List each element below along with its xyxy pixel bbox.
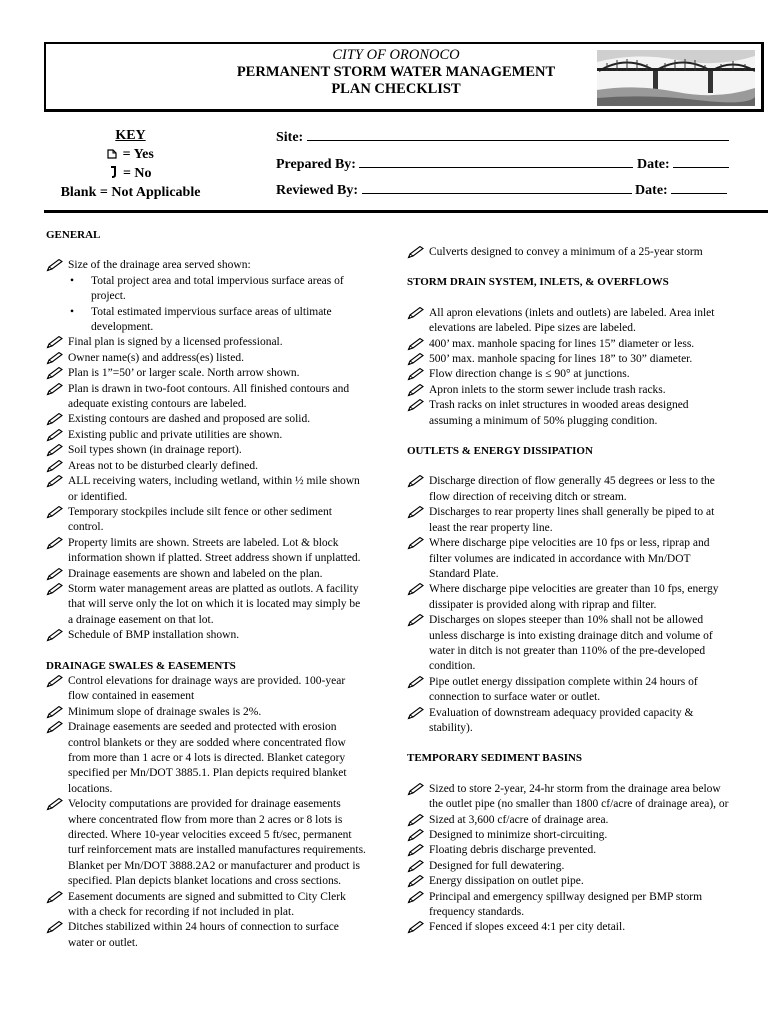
checklist-item-text: Discharges to rear property lines shall generally be piped to at least the rear property line.	[429, 506, 715, 534]
checklist-item	[46, 505, 366, 536]
checklist-item	[46, 920, 366, 951]
checklist-item-text: Principal and emergency spillway designed per BMP storm frequency standards.	[429, 890, 703, 919]
checklist-item	[407, 383, 732, 398]
pencil-checkbox-icon[interactable]	[46, 920, 64, 934]
pencil-checkbox-icon[interactable]	[407, 613, 425, 627]
checklist-item	[46, 628, 366, 643]
city-title: CITY OF ORONOCO	[332, 47, 460, 63]
pencil-checkbox-icon[interactable]	[407, 706, 425, 720]
key-legend	[48, 126, 213, 202]
pencil-checkbox-icon[interactable]	[407, 536, 425, 550]
checklist-item	[46, 890, 366, 921]
pencil-checkbox-icon[interactable]	[46, 582, 64, 596]
checklist-item-text: Minimum slope of drainage swales is 2%.	[68, 705, 262, 718]
checklist-item-text: Pipe outlet energy dissipation complete within 24 hours of connection to surface water or outlet.	[429, 675, 698, 704]
checklist-item	[407, 367, 732, 382]
checklist-item	[46, 720, 366, 797]
checklist-item	[46, 443, 366, 458]
checklist-sub-item	[46, 305, 366, 336]
basins-list	[407, 782, 732, 936]
checklist-item-text: Owner name(s) and address(es) listed.	[68, 351, 244, 364]
checklist-item	[407, 337, 732, 352]
section-storm-drain-title: STORM DRAIN SYSTEM, INLETS, & OVERFLOWS	[407, 276, 669, 289]
pencil-checkbox-icon[interactable]	[407, 582, 425, 596]
general-list	[46, 258, 366, 643]
checklist-item-text: Apron inlets to the storm sewer include trash racks.	[429, 383, 666, 396]
section-outlets-title: OUTLETS & ENERGY DISSIPATION	[407, 445, 593, 458]
checklist-item	[407, 843, 732, 858]
checklist-item	[407, 505, 732, 536]
pencil-checkbox-icon[interactable]	[46, 412, 64, 426]
reviewed-date-label: Date:	[635, 183, 668, 198]
pencil-checkbox-icon[interactable]	[407, 245, 425, 259]
prepared-by-label: Prepared By:	[276, 157, 356, 172]
checklist-item	[46, 428, 366, 443]
checklist-item	[407, 874, 732, 889]
site-field[interactable]	[307, 126, 729, 141]
pencil-checkbox-icon[interactable]	[407, 675, 425, 689]
checklist-item-text: Control elevations for drainage ways are provided. 100-year flow contained in easement	[68, 674, 346, 703]
key-title: KEY	[115, 128, 146, 143]
pencil-checkbox-icon[interactable]	[407, 828, 425, 842]
checklist-item	[407, 474, 732, 505]
checkbox-open-icon	[107, 147, 119, 159]
checklist-item-text: 500’ max. manhole spacing for lines 18” to 30” diameter.	[429, 353, 693, 366]
checklist-item	[46, 366, 366, 381]
checklist-item-text: Existing public and private utilities are shown.	[68, 428, 283, 441]
pencil-checkbox-icon[interactable]	[407, 920, 425, 934]
culverts-list	[407, 245, 732, 260]
outlets-list	[407, 474, 732, 736]
checklist-item	[46, 797, 366, 889]
hook-icon	[109, 165, 119, 178]
checklist-item-text: 400’ max. manhole spacing for lines 15” diameter or less.	[429, 337, 695, 350]
pencil-checkbox-icon[interactable]	[46, 505, 64, 519]
pencil-checkbox-icon[interactable]	[407, 383, 425, 397]
checklist-item	[407, 813, 732, 828]
checklist-item	[407, 675, 732, 706]
checklist-item-text: Energy dissipation on outlet pipe.	[429, 875, 584, 888]
divider-line	[44, 210, 768, 213]
pencil-checkbox-icon[interactable]	[407, 398, 425, 412]
checklist-item-text: Discharges on slopes steeper than 10% shall not be allowed unless discharge is into existing drainage ditch and volume of water in ditch is not greater than 110% of the pre-developed condition.	[429, 614, 713, 673]
pencil-checkbox-icon[interactable]	[407, 782, 425, 796]
pencil-checkbox-icon[interactable]	[407, 306, 425, 320]
checklist-item-text: Floating debris discharge prevented.	[429, 844, 597, 857]
site-label: Site:	[276, 130, 304, 145]
pencil-checkbox-icon[interactable]	[46, 459, 64, 473]
pencil-checkbox-icon[interactable]	[407, 813, 425, 827]
pencil-checkbox-icon[interactable]	[407, 474, 425, 488]
pencil-checkbox-icon[interactable]	[46, 797, 64, 811]
checklist-item-text: Where discharge pipe velocities are greater than 10 fps, energy dissipater is provided along with riprap and filter.	[429, 583, 719, 611]
reviewed-by-field[interactable]	[362, 179, 632, 194]
pencil-checkbox-icon[interactable]	[407, 890, 425, 904]
checklist-item-text: Final plan is signed by a licensed professional.	[68, 336, 283, 349]
checklist-item-text: Designed for full dewatering.	[429, 859, 565, 872]
pencil-checkbox-icon[interactable]	[46, 335, 64, 349]
prepared-by-field[interactable]	[359, 153, 633, 168]
pencil-checkbox-icon[interactable]	[46, 428, 64, 442]
checklist-item-text: Evaluation of downstream adequacy provided capacity & stability).	[429, 706, 694, 734]
section-general-title: GENERAL	[46, 229, 101, 241]
checklist-item-text: Sized to store 2-year, 24-hr storm from the drainage area below the outlet pipe (no smaller than 1800 cf/acre of drainage area), or	[429, 782, 729, 811]
checklist-item	[407, 398, 732, 429]
pencil-checkbox-icon[interactable]	[407, 337, 425, 351]
prepared-date-label: Date:	[636, 157, 670, 172]
pencil-checkbox-icon[interactable]	[46, 536, 64, 550]
key-yes-label: = Yes	[122, 147, 154, 162]
pencil-checkbox-icon[interactable]	[46, 720, 64, 734]
checklist-item-text: Drainage easements are seeded and protected with erosion control blankets or they are sodded where concentrated flow from more than 1 acre or 4 lots is directed. Blanket category specified per Mn/DOT 3885.1. Plan depicts required blanket locations.	[68, 721, 347, 795]
checklist-item	[46, 705, 366, 720]
checklist-item-text: Property limits are shown. Streets are labeled. Lot & block information shown if platted. Street address shown if unplatted.	[68, 536, 361, 565]
checklist-item	[46, 474, 366, 505]
pencil-checkbox-icon[interactable]	[407, 874, 425, 888]
checklist-item-text: Temporary stockpiles include silt fence or other sediment control.	[68, 505, 332, 534]
checklist-item-text: Velocity computations are provided for drainage easements where concentrated flow from more than 2 acres or 8 lots is directed. Where 10-year velocities exceed 5 ft/sec, permanent turf reinforcement mats are installed manufactures requirements. Blanket per Mn/DOT 3888.2A2 or manufacturer and product is specified. Plan depicts blanket locations and cross sections.	[68, 798, 366, 888]
header-box	[44, 42, 764, 112]
checklist-sub-item-text: Total estimated impervious surface areas of ultimate development.	[91, 305, 332, 334]
checklist-item-text: Plan is drawn in two-foot contours. All finished contours and adequate existing contours are labeled.	[68, 382, 350, 411]
pencil-checkbox-icon[interactable]	[407, 505, 425, 519]
checklist-item	[46, 459, 366, 474]
checklist-item-text: All apron elevations (inlets and outlets) are labeled. Area inlet elevations are labeled. Pipe sizes are labeled.	[429, 306, 715, 335]
pencil-checkbox-icon[interactable]	[46, 567, 64, 581]
pencil-checkbox-icon[interactable]	[407, 843, 425, 857]
checklist-item	[46, 335, 366, 350]
pencil-checkbox-icon[interactable]	[407, 352, 425, 366]
reviewed-by-label: Reviewed By:	[276, 183, 359, 198]
checklist-item	[407, 706, 732, 737]
checklist-item	[46, 582, 366, 628]
bullet-icon: •	[70, 305, 75, 318]
pencil-checkbox-icon[interactable]	[407, 859, 425, 873]
key-no	[48, 164, 213, 183]
document-title-line1: PERMANENT STORM WATER MANAGEMENT	[236, 64, 556, 80]
section-swales-title: DRAINAGE SWALES & EASEMENTS	[46, 659, 236, 672]
checklist-item-text: Drainage easements are shown and labeled on the plan.	[68, 567, 323, 580]
checklist-item-text: Discharge direction of flow generally 45 degrees or less to the flow direction of receiving ditch or stream.	[429, 475, 715, 503]
checklist-item-text: Areas not to be disturbed clearly defined.	[68, 459, 259, 472]
checklist-item	[407, 245, 732, 260]
checklist-item	[407, 859, 732, 874]
pencil-checkbox-icon[interactable]	[46, 705, 64, 719]
checklist-item	[407, 782, 732, 813]
checklist-item-text: Trash racks on inlet structures in wooded areas designed assuming a minimum of 50% plugging condition.	[429, 399, 689, 427]
prepared-date-field[interactable]	[673, 153, 729, 168]
document-title-line2: PLAN CHECKLIST	[331, 81, 461, 97]
pencil-checkbox-icon[interactable]	[46, 474, 64, 488]
pencil-checkbox-icon[interactable]	[46, 674, 64, 688]
key-no-label: = No	[122, 166, 152, 181]
checklist-item	[407, 582, 732, 613]
pencil-checkbox-icon[interactable]	[46, 258, 64, 272]
checklist-item	[46, 382, 366, 413]
pencil-checkbox-icon[interactable]	[46, 628, 64, 642]
checklist-item	[46, 258, 366, 273]
checklist-item	[46, 412, 366, 427]
checklist-sub-item	[46, 274, 366, 305]
pencil-checkbox-icon[interactable]	[46, 351, 64, 365]
checklist-item	[46, 351, 366, 366]
left-column	[46, 228, 366, 951]
checklist-item-text: Designed to minimize short-circuiting.	[429, 829, 608, 841]
swales-list	[46, 674, 366, 951]
checklist-item	[407, 352, 732, 367]
checklist-item-text: Soil types shown (in drainage report).	[68, 444, 242, 457]
pencil-checkbox-icon[interactable]	[46, 890, 64, 904]
checklist-item-text: Ditches stabilized within 24 hours of connection to surface water or outlet.	[68, 921, 339, 949]
reviewed-date-field[interactable]	[671, 179, 727, 194]
checklist-item	[407, 890, 732, 921]
checklist-item-text: Existing contours are dashed and proposed are solid.	[68, 413, 311, 426]
checklist-item	[46, 536, 366, 567]
checklist-item-text: Sized at 3,600 cf/acre of drainage area.	[429, 813, 609, 826]
checklist-item	[407, 536, 732, 582]
checklist-item-text: Easement documents are signed and submitted to City Clerk with a check for recording if not included in plat.	[68, 890, 346, 919]
right-column	[407, 245, 732, 936]
key-yes	[48, 145, 213, 164]
key-blank-label: Blank = Not Applicable	[60, 185, 201, 200]
checklist-item-text: Fenced if slopes exceed 4:1 per city detail.	[429, 921, 626, 934]
storm-drain-list	[407, 306, 732, 429]
checklist-item-text: ALL receiving waters, including wetland, within ½ mile shown or identified.	[68, 475, 360, 503]
checklist-item-text: Plan is 1”=50’ or larger scale. North arrow shown.	[68, 367, 300, 380]
checklist-item-text: Size of the drainage area served shown:	[68, 259, 251, 272]
checklist-item	[46, 567, 366, 582]
pencil-checkbox-icon[interactable]	[407, 367, 425, 381]
bridge-photo	[597, 50, 755, 106]
checklist-item	[407, 828, 732, 843]
checklist-item	[46, 674, 366, 705]
pencil-checkbox-icon[interactable]	[46, 382, 64, 396]
checklist-sub-item-text: Total project area and total impervious surface areas of project.	[91, 274, 344, 303]
checklist-item-text: Storm water management areas are platted as outlots. A facility that will serve only the lot on which it is located may simply be a drainage easement on that lot.	[68, 582, 361, 626]
checklist-item-text: Where discharge pipe velocities are 10 fps or less, riprap and filter volumes are indicated in accordance with Mn/DOT Standard Plate.	[429, 537, 710, 580]
checklist-item-text: Culverts designed to convey a minimum of a 25-year storm	[429, 246, 703, 258]
pencil-checkbox-icon[interactable]	[46, 443, 64, 457]
pencil-checkbox-icon[interactable]	[46, 366, 64, 380]
checklist-item	[407, 920, 732, 935]
checklist-item	[407, 613, 732, 675]
checklist-item-text: Flow direction change is ≤ 90° at junctions.	[429, 368, 630, 381]
bullet-icon: •	[70, 274, 75, 287]
section-basins-title: TEMPORARY SEDIMENT BASINS	[407, 752, 583, 765]
checklist-item-text: Schedule of BMP installation shown.	[68, 629, 240, 642]
checklist-item	[407, 306, 732, 337]
